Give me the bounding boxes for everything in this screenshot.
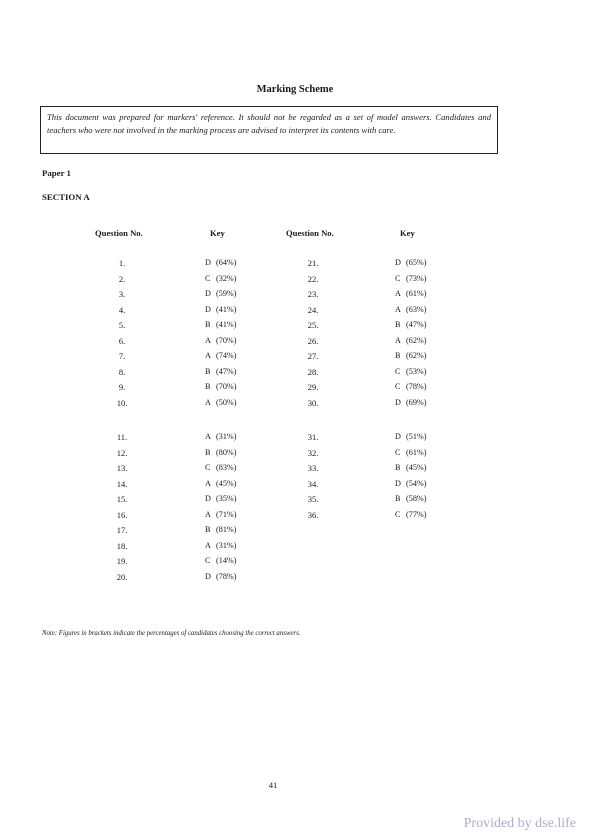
answer-letter: B — [395, 320, 401, 329]
answer-key — [395, 382, 426, 391]
answer-key — [205, 305, 236, 314]
question-number: 5. — [118, 320, 126, 330]
question-number: 24. — [307, 304, 319, 315]
question-number: 6. — [118, 335, 126, 346]
section-label: SECTION A — [42, 192, 90, 202]
question-number: 1. — [118, 258, 126, 268]
answer-key — [395, 258, 426, 267]
answer-letter: D — [395, 258, 401, 267]
answer-key — [395, 351, 426, 360]
answer-key — [205, 274, 236, 283]
question-number: 7. — [118, 351, 126, 361]
answer-percentage: (47%) — [406, 320, 427, 329]
answer-percentage: (71%) — [216, 509, 237, 519]
answer-percentage: (62%) — [406, 351, 427, 360]
answer-percentage: (69%) — [406, 397, 427, 407]
answer-letter: A — [205, 478, 211, 488]
question-number: 16. — [116, 509, 128, 520]
answer-letter: A — [205, 432, 211, 441]
answer-letter: B — [205, 382, 211, 391]
header-question-no-left: Question No. — [95, 228, 143, 238]
question-number: 12. — [116, 447, 128, 458]
answer-key — [205, 525, 236, 534]
question-number: 35. — [307, 494, 319, 504]
question-number: 36. — [307, 509, 319, 520]
answer-letter: A — [395, 289, 401, 298]
answer-percentage: (58%) — [406, 494, 427, 503]
question-number: 27. — [307, 351, 319, 361]
question-number: 18. — [116, 540, 128, 551]
answer-key — [205, 382, 236, 391]
answer-key — [395, 510, 426, 519]
answer-percentage: (70%) — [216, 335, 237, 345]
answer-percentage: (78%) — [406, 382, 427, 391]
question-number: 20. — [116, 571, 128, 582]
answer-percentage: (62%) — [406, 335, 427, 345]
answer-letter: D — [205, 258, 211, 267]
answer-letter: B — [395, 351, 401, 360]
answer-key — [205, 351, 236, 360]
question-number: 21. — [307, 258, 319, 268]
answer-letter: C — [395, 509, 401, 519]
answer-key — [395, 398, 426, 407]
answer-key — [395, 367, 426, 376]
question-number: 34. — [307, 478, 319, 489]
answer-key — [395, 432, 426, 441]
question-number: 3. — [118, 289, 126, 299]
page-title: Marking Scheme — [256, 84, 334, 95]
question-number: 4. — [118, 304, 126, 315]
answer-letter: C — [205, 273, 211, 283]
answer-key — [205, 556, 236, 565]
answer-letter: D — [205, 289, 211, 298]
header-key-left: Key — [210, 228, 225, 238]
question-number: 17. — [116, 525, 128, 535]
answer-letter: D — [395, 397, 401, 407]
answer-key — [395, 448, 426, 457]
answer-letter: B — [395, 494, 401, 503]
answer-key — [205, 479, 236, 488]
answer-key — [205, 289, 236, 298]
answer-percentage: (78%) — [216, 571, 237, 581]
answer-letter: C — [395, 447, 401, 457]
answer-percentage: (14%) — [216, 556, 237, 565]
question-number: 22. — [307, 273, 319, 284]
answer-letter: D — [205, 304, 211, 314]
answer-percentage: (41%) — [216, 320, 237, 329]
answer-percentage: (83%) — [216, 463, 237, 472]
answer-letter: C — [205, 556, 211, 565]
answer-key — [205, 463, 236, 472]
answer-key — [205, 398, 236, 407]
answer-percentage: (59%) — [216, 289, 237, 298]
answer-letter: C — [395, 273, 401, 283]
answer-percentage: (35%) — [216, 494, 237, 503]
answer-percentage: (74%) — [216, 351, 237, 360]
answer-percentage: (54%) — [406, 478, 427, 488]
header-key-right: Key — [400, 228, 415, 238]
answer-letter: B — [205, 320, 211, 329]
answer-letter: D — [205, 571, 211, 581]
answer-key — [205, 541, 236, 550]
answer-percentage: (50%) — [216, 397, 237, 407]
answer-key — [395, 320, 426, 329]
answer-key — [395, 336, 426, 345]
answer-percentage: (45%) — [406, 463, 427, 472]
question-number: 15. — [116, 494, 128, 504]
question-number: 11. — [116, 432, 128, 442]
answer-letter: B — [395, 463, 401, 472]
answer-percentage: (63%) — [406, 304, 427, 314]
answer-letter: D — [395, 432, 401, 441]
answer-key — [395, 289, 426, 298]
answer-percentage: (41%) — [216, 304, 237, 314]
answer-key — [205, 448, 236, 457]
answer-letter: C — [395, 382, 401, 391]
answer-percentage: (51%) — [406, 432, 427, 441]
answer-percentage: (53%) — [406, 366, 427, 376]
answer-letter: B — [205, 447, 211, 457]
answer-letter: A — [205, 397, 211, 407]
answer-key — [205, 320, 236, 329]
answer-percentage: (64%) — [216, 258, 237, 267]
question-number: 32. — [307, 447, 319, 458]
answer-key — [395, 305, 426, 314]
answer-percentage: (31%) — [216, 540, 237, 550]
question-number: 14. — [116, 478, 128, 489]
question-number: 29. — [307, 382, 319, 392]
question-number: 8. — [118, 366, 126, 377]
answer-letter: A — [395, 335, 401, 345]
answer-percentage: (70%) — [216, 382, 237, 391]
question-number: 13. — [116, 463, 128, 473]
answer-percentage: (77%) — [406, 509, 427, 519]
answer-percentage: (80%) — [216, 447, 237, 457]
answer-key — [395, 274, 426, 283]
answer-percentage: (81%) — [216, 525, 237, 534]
question-number: 33. — [307, 463, 319, 473]
answer-letter: A — [205, 335, 211, 345]
answer-percentage: (61%) — [406, 447, 427, 457]
disclaimer-box: This document was prepared for markers' reference. It should not be regarded as a set of model answers. Candidates and teachers who were not involved in the marking process are advised to interpret its contents with care. — [40, 106, 498, 154]
answer-percentage: (45%) — [216, 478, 237, 488]
answer-letter: C — [205, 463, 211, 472]
footnote: Note: Figures in brackets indicate the percentages of candidates choosing the correct answers. — [42, 630, 301, 637]
question-number: 23. — [307, 289, 319, 299]
watermark: Provided by dse.life — [463, 816, 576, 831]
answer-letter: A — [205, 351, 211, 360]
question-number: 9. — [118, 382, 126, 392]
answer-percentage: (61%) — [406, 289, 427, 298]
answer-key — [205, 494, 236, 503]
answer-letter: A — [395, 304, 401, 314]
question-number: 31. — [307, 432, 319, 442]
answer-key — [395, 463, 426, 472]
answer-letter: D — [205, 494, 211, 503]
question-number: 10. — [116, 397, 128, 408]
paper-label: Paper 1 — [42, 168, 71, 178]
header-question-no-right: Question No. — [286, 228, 334, 238]
question-number: 25. — [307, 320, 319, 330]
answer-key — [395, 494, 426, 503]
question-number: 2. — [118, 273, 126, 284]
answer-letter: A — [205, 509, 211, 519]
answer-key — [205, 572, 236, 581]
answer-letter: C — [395, 366, 401, 376]
answer-letter: B — [205, 525, 211, 534]
answer-key — [205, 510, 236, 519]
answer-percentage: (31%) — [216, 432, 237, 441]
answer-letter: D — [395, 478, 401, 488]
answer-key — [205, 432, 236, 441]
question-number: 19. — [116, 556, 128, 566]
answer-letter: A — [205, 540, 211, 550]
question-number: 30. — [307, 397, 319, 408]
question-number: 28. — [307, 366, 319, 377]
answer-percentage: (32%) — [216, 273, 237, 283]
answer-key — [205, 336, 236, 345]
answer-key — [395, 479, 426, 488]
answer-key — [205, 258, 236, 267]
answer-percentage: (73%) — [406, 273, 427, 283]
answer-key — [205, 367, 236, 376]
answer-letter: B — [205, 366, 211, 376]
question-number: 26. — [307, 335, 319, 346]
page-number: 41 — [268, 780, 278, 790]
answer-percentage: (47%) — [216, 366, 237, 376]
answer-percentage: (65%) — [406, 258, 427, 267]
